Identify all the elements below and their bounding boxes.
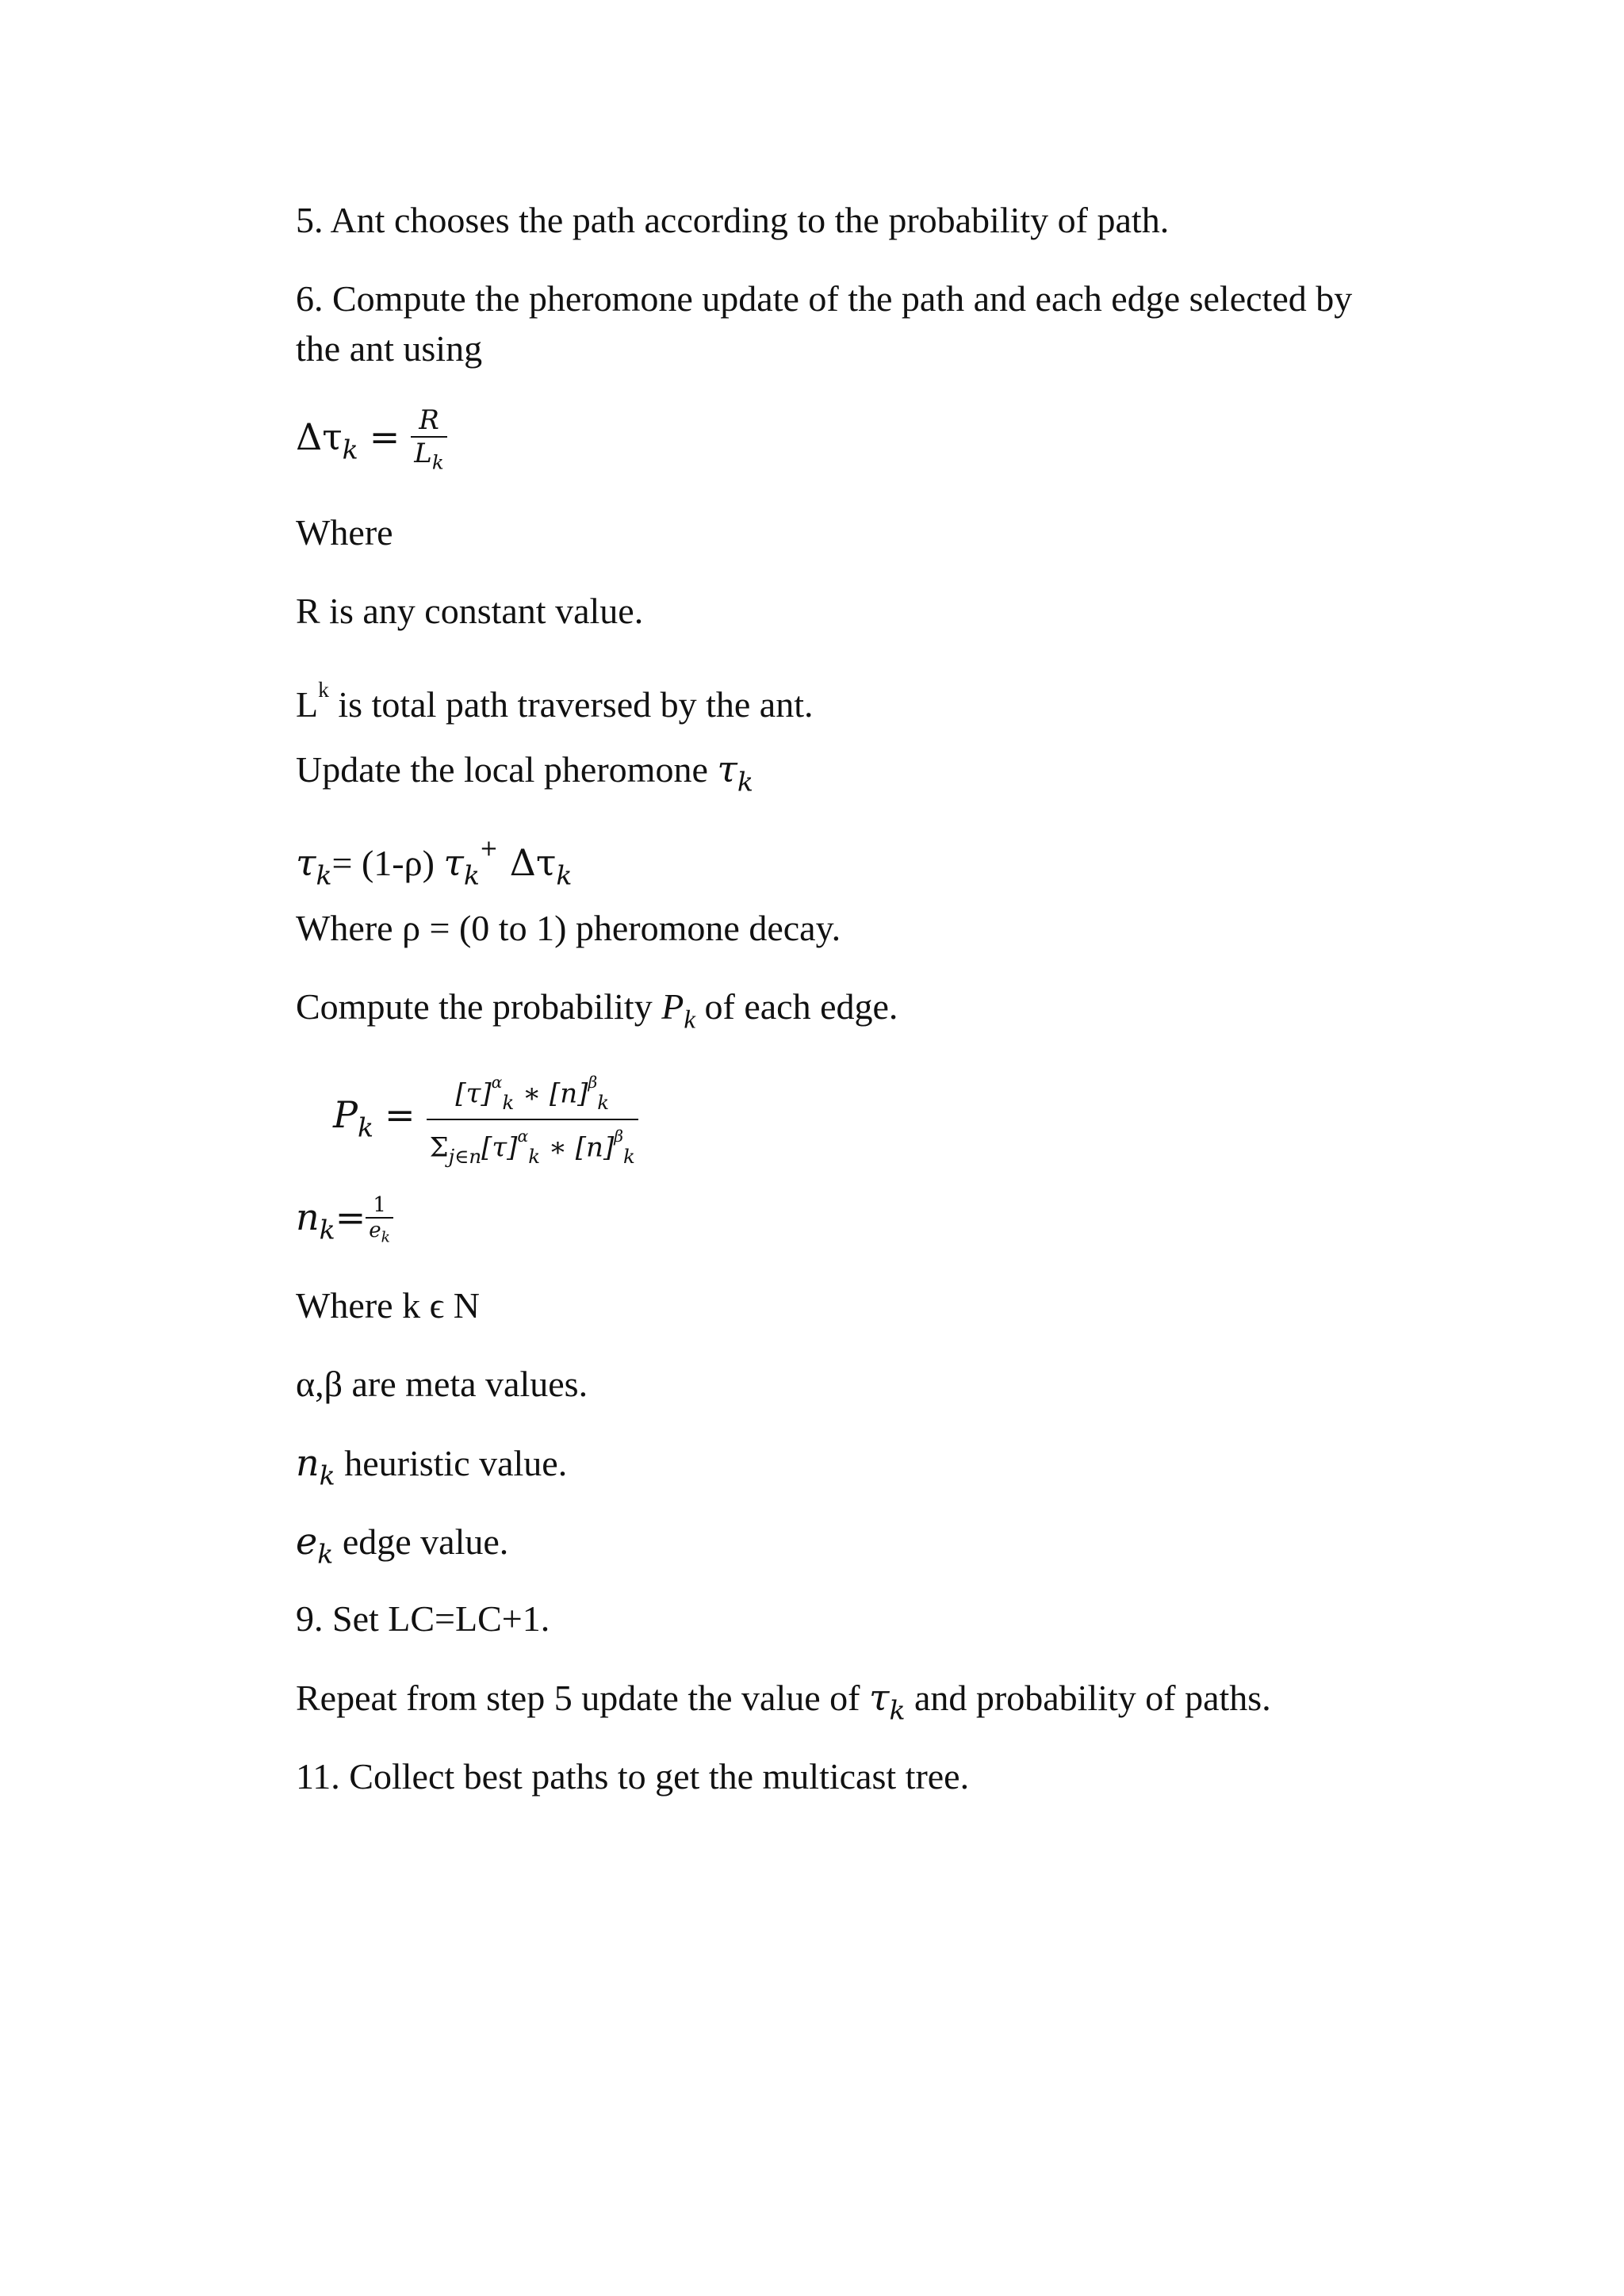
step-11-text: 11. Collect best paths to get the multicast tree. — [296, 1756, 970, 1797]
plus-sign: + — [479, 835, 499, 861]
step-9 — [296, 1595, 550, 1643]
l-definition-text: is total path traversed by the ant. — [328, 683, 814, 725]
tau-update-equation: $\tau_k= (1-\rho)$ $\tau_k^+$ $\Delta\tau_k$ — [296, 835, 573, 891]
probability-fraction — [427, 1066, 638, 1173]
where-1 — [296, 509, 393, 557]
edge-value: $e_k$ edge value. — [296, 1520, 509, 1570]
step-6-line-2 — [296, 325, 482, 373]
meta-values-text: α,β are meta values. — [296, 1364, 588, 1404]
step-11 — [296, 1753, 969, 1800]
delta-tau-symbol: $\Delta\tau_k$ — [296, 415, 358, 465]
where-k-text: Where k ϵ N — [296, 1285, 480, 1326]
heuristic-text: heuristic value. — [335, 1443, 568, 1483]
r-over-l-fraction — [411, 404, 446, 479]
compute-probability: Compute the probability $P_k$ of each edge. — [296, 986, 898, 1035]
where-1-text: Where — [296, 512, 393, 553]
one-over-e-fraction: $\frac{1}{e_k}$ — [366, 1193, 393, 1250]
update-local-pheromone — [296, 745, 753, 806]
r-definition-text: R is any constant value. — [296, 591, 644, 631]
step-6-text-2: the ant using — [296, 328, 483, 369]
where-k — [296, 1282, 480, 1330]
step-5-text: 5. Ant chooses the path according to the probability of path. — [296, 200, 1170, 240]
delta-tau-formula — [296, 404, 447, 479]
probability-denominator: $\Sigma_{j\in n}[\tau]^\alpha_k$ ∗ $[n]^\beta_k$ — [429, 1126, 635, 1168]
edge-text: edge value. — [333, 1521, 509, 1562]
l-definition: $L^k$ is total path traversed by the ant. — [296, 677, 814, 725]
tau-k-symbol: $\tau_k$ — [717, 748, 753, 798]
equals-sign: = — [369, 415, 400, 459]
fraction-numerator: R — [419, 404, 439, 436]
r-definition — [296, 587, 643, 635]
p-k-symbol: $P_k$ — [661, 986, 696, 1035]
step-6-line-1 — [296, 275, 1352, 323]
step-9-text: 9. Set LC=LC+1. — [296, 1598, 550, 1639]
meta-values — [296, 1360, 588, 1408]
probability-formula: $P_k$ = $\frac{[\tau]^\alpha_k ∗ [n]^\beta_k}{\Sigma_{j\in n}[\tau]^\alpha_k ∗ [n]^\beta_k}$ — [333, 1066, 638, 1173]
where-rho-text: Where ρ = (0 to 1) pheromone decay. — [296, 908, 841, 948]
step-6-text-1: 6. Compute the pheromone update of the path and each edge selected by — [296, 278, 1353, 319]
where-rho — [296, 905, 841, 952]
repeat-line: Repeat from step 5 update the value of $\tau_k$ and probability of paths. — [296, 1676, 1271, 1726]
heuristic-formula: $n_k=$ $\frac{1}{e_k}$ — [296, 1193, 393, 1254]
update-local-text: Update the local pheromone — [296, 749, 718, 790]
step-5 — [296, 197, 1169, 244]
fraction-denominator: $L_k$ — [414, 438, 444, 474]
heuristic-value: $n_k$ heuristic value. — [296, 1441, 568, 1491]
probability-numerator: $[\tau]^\alpha_k$ ∗ $[n]^\beta_k$ — [455, 1073, 610, 1114]
